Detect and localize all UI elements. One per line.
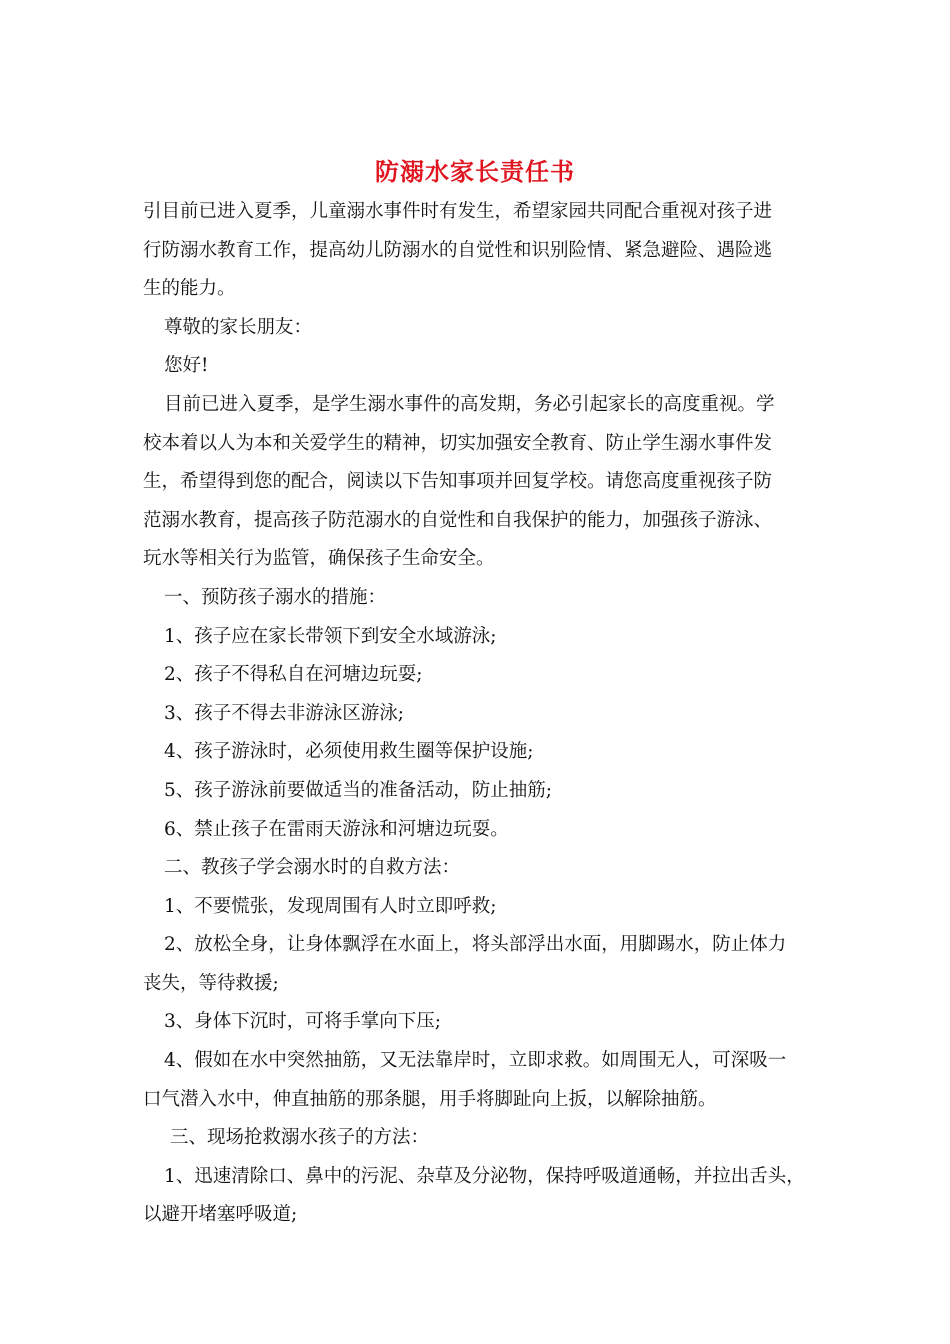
text-line: 4、假如在水中突然抽筋，又无法靠岸时，立即求救。如周围无人，可深吸一: [164, 1050, 787, 1072]
text-line: 1、孩子应在家长带领下到安全水域游泳;: [164, 625, 497, 647]
text-line: 口气潜入水中，伸直抽筋的那条腿，用手将脚趾向上扳，以解除抽筋。: [143, 1088, 717, 1110]
text-line: 2、放松全身，让身体飘浮在水面上，将头部浮出水面，用脚踢水，防止体力: [164, 934, 787, 956]
text-line: 以避开堵塞呼吸道;: [143, 1204, 298, 1226]
text-line: 一、预防孩子溺水的措施：: [164, 586, 387, 608]
text-line: 生的能力。: [143, 278, 236, 300]
text-line: 2、孩子不得私自在河塘边玩耍;: [164, 664, 423, 686]
text-line: 玩水等相关行为监管，确保孩子生命安全。: [143, 548, 495, 570]
text-line: 行防溺水教育工作，提高幼儿防溺水的自觉性和识别险情、紧急避险、遇险逃: [143, 239, 773, 261]
text-line: 您好!: [164, 355, 209, 377]
text-line: 校本着以人为本和关爱学生的精神，切实加强安全教育、防止学生溺水事件发: [143, 432, 773, 454]
text-line: 引目前已进入夏季，儿童溺水事件时有发生，希望家园共同配合重视对孩子进: [143, 201, 773, 222]
text-line: 1、迅速清除口、鼻中的污泥、杂草及分泌物，保持呼吸道通畅，并拉出舌头，: [164, 1165, 805, 1187]
text-line: 尊敬的家长朋友：: [164, 316, 313, 338]
text-line: 二、教孩子学会溺水时的自救方法：: [164, 857, 461, 879]
text-line: 范溺水教育，提高孩子防范溺水的自觉性和自我保护的能力，加强孩子游泳、: [143, 509, 773, 531]
document-title: 防溺水家长责任书: [375, 158, 575, 186]
text-line: 3、身体下沉时，可将手掌向下压;: [164, 1011, 442, 1033]
text-line: 目前已进入夏季，是学生溺水事件的高发期，务必引起家长的高度重视。学: [164, 393, 775, 415]
text-line: 3、孩子不得去非游泳区游泳;: [164, 702, 405, 724]
text-line: 三、现场抢救溺水孩子的方法：: [170, 1127, 430, 1149]
text-line: 6、禁止孩子在雷雨天游泳和河塘边玩耍。: [164, 818, 509, 840]
text-line: 4、孩子游泳时，必须使用救生圈等保护设施;: [164, 741, 534, 763]
text-line: 生，希望得到您的配合，阅读以下告知事项并回复学校。请您高度重视孩子防: [143, 471, 773, 493]
text-line: 1、不要慌张，发现周围有人时立即呼救;: [164, 895, 497, 917]
document-body: [143, 193, 815, 1235]
text-line: 5、孩子游泳前要做适当的准备活动，防止抽筋;: [164, 779, 553, 801]
text-line: 丧失，等待救援;: [143, 972, 279, 994]
